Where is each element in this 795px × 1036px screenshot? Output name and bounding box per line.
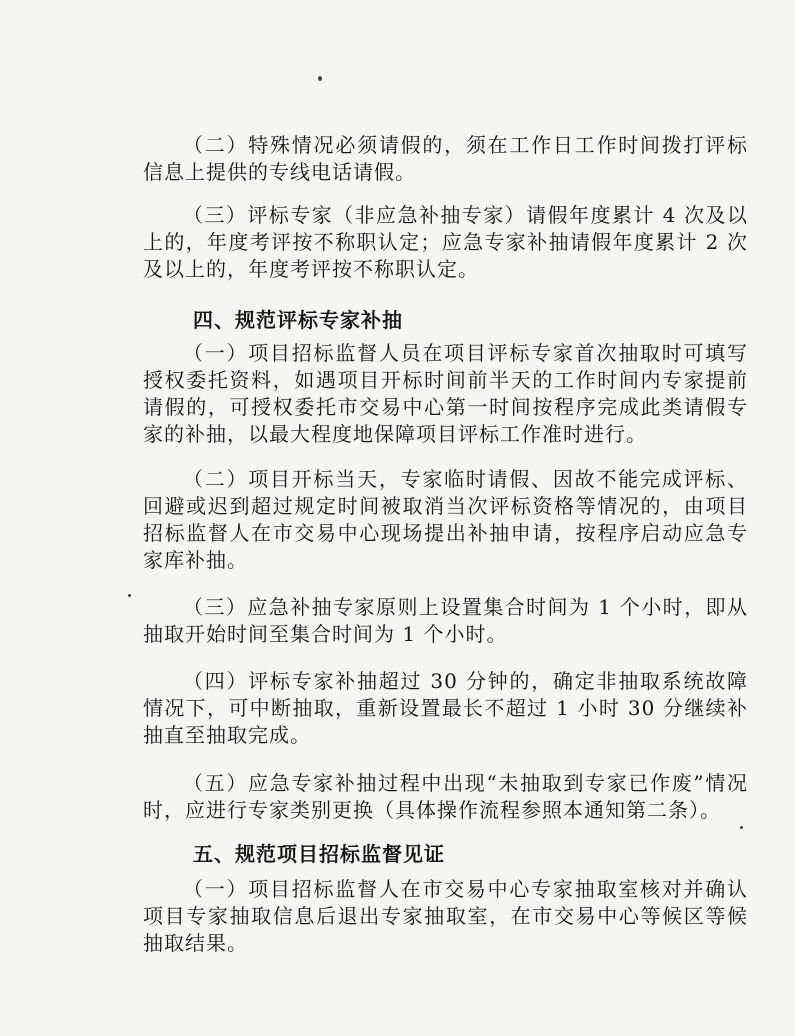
paragraph-text: （三）评标专家（非应急补抽专家）请假年度累计 4 次及以上的，年度考评按不称职认定；应急专家补抽请假年度累计 2 次及以上的，年度考评按不称职认定。 <box>143 203 748 281</box>
paragraph-text: （四）评标专家补抽超过 30 分钟的，确定非抽取系统故障情况下，可中断抽取，重新设置最长不超过 1 小时 30 分继续补抽直至抽取完成。 <box>143 669 748 747</box>
scan-speck <box>740 826 743 829</box>
paragraph-5 <box>143 594 748 648</box>
section-heading-4 <box>143 307 748 334</box>
paragraph-text: （一）项目招标监督人在市交易中心专家抽取室核对并确认项目专家抽取信息后退出专家抽取室，在市交易中心等候区等候抽取结果。 <box>143 877 748 955</box>
paragraph-6 <box>143 668 748 749</box>
paragraph-3 <box>143 340 748 448</box>
paragraph-text: （二）项目开标当天，专家临时请假、因故不能完成评标、回避或迟到超过规定时间被取消当次评标资格等情况的，由项目招标监督人在市交易中心现场提出补抽申请，按程序启动应急专家库补抽。 <box>143 467 748 572</box>
paragraph-text: （三）应急补抽专家原则上设置集合时间为 1 个小时，即从抽取开始时间至集合时间为 1 个小时。 <box>143 595 748 646</box>
paragraph-text: （一）项目招标监督人员在项目评标专家首次抽取时可填写授权委托资料，如遇项目开标时间前半天的工作时间内专家提前请假的，可授权委托市交易中心第一时间按程序完成此类请假专家的补抽，以最大程度地保障项目评标工作准时进行。 <box>143 341 748 446</box>
section-heading: 五、规范项目招标监督见证 <box>193 842 445 866</box>
paragraph-7 <box>143 770 748 824</box>
paragraph-1 <box>143 132 748 186</box>
section-heading: 四、规范评标专家补抽 <box>193 308 403 332</box>
paragraph-text: （二）特殊情况必须请假的，须在工作日工作时间拨打评标信息上提供的专线电话请假。 <box>143 133 748 184</box>
paragraph-2 <box>143 202 748 283</box>
section-heading-5 <box>143 841 748 868</box>
paragraph-8 <box>143 876 748 957</box>
paragraph-text: （五）应急专家补抽过程中出现“未抽取到专家已作废”情况时，应进行专家类别更换（具体操作流程参照本通知第二条）。 <box>143 771 748 822</box>
paragraph-4 <box>143 466 748 574</box>
scan-speck <box>318 76 322 81</box>
scan-speck <box>128 594 131 597</box>
